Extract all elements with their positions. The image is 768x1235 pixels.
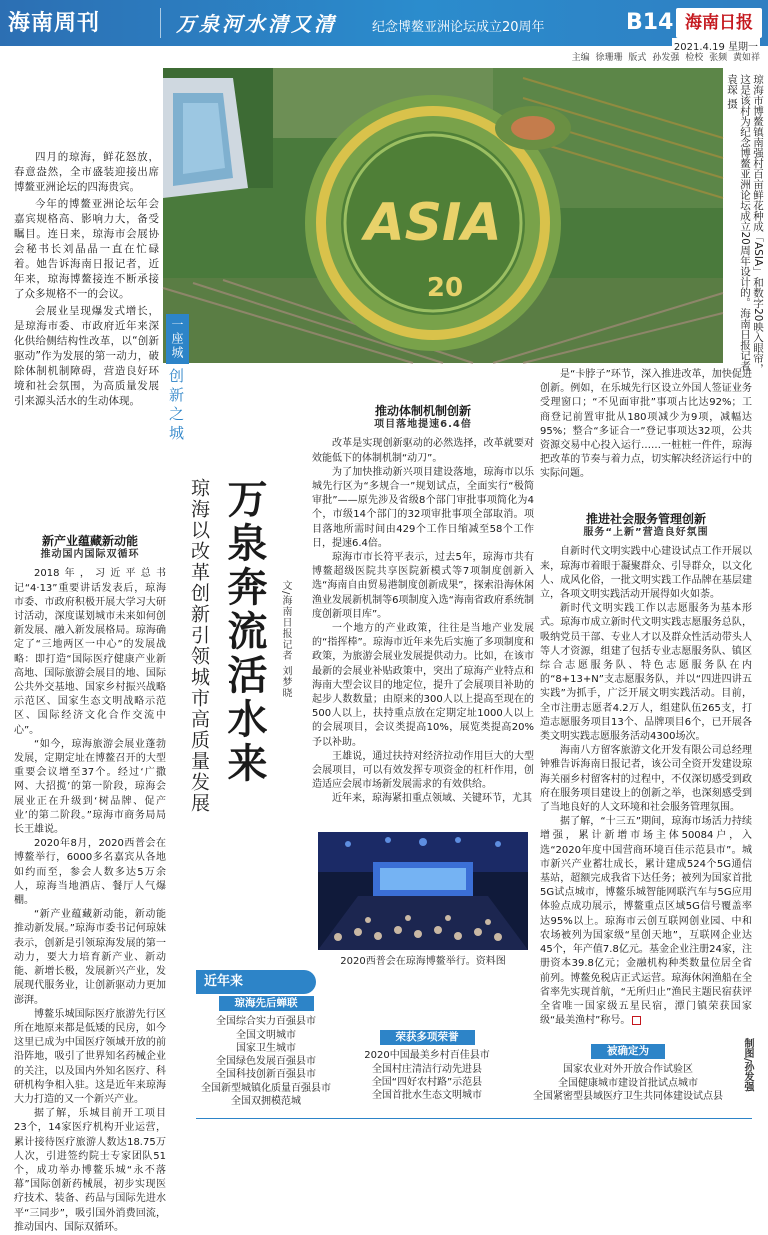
- honors-block-designations: [522, 1044, 734, 1103]
- section-subtitle: 项目落地提速6.4倍: [374, 419, 472, 431]
- section-title: 推动体制机制创新: [374, 404, 471, 418]
- staff-name: 黄如祥: [732, 53, 760, 63]
- section-subtitle: 推动国内国际双循环: [40, 549, 140, 561]
- page-header: [0, 0, 768, 66]
- honor-item: 全国综合实力百强县市: [216, 1016, 316, 1028]
- honors-block-consecutive: [196, 996, 336, 1108]
- section-reform-continued: [540, 368, 752, 482]
- intro-column: [14, 150, 159, 411]
- honor-item: 国家农业对外开放合作试验区: [563, 1064, 693, 1076]
- honor-item: 全国新型城镇化质量百强县市: [201, 1082, 331, 1094]
- section-new-industry: [14, 534, 166, 1235]
- paragraph: 据了解，乐城目前开工项目23个，14家医疗机构开业运营，累计接待医疗旅游人数达18.75万人次，引进签约院士专家团队51个，成功举办博鳌乐城“永不落幕”国际创新药械展，初步实现医疗技术、装备、药品与国际先进水平“三同步”，吸引国外消费回流，推动国内、国际双循环。: [14, 1108, 166, 1233]
- paragraph: 近年来，琼海紧扣重点领域、关键环节，尤其: [332, 793, 532, 805]
- paragraph: 海南八方留客旅游文化开发有限公司总经理钟雅告诉海南日报记者，该公司全资开发建设琼海关丽乡村留客村的过程中，不仅深切感受到政府在服务项目建设上的创新之举，也深刻感受到了当地良好的人文环境和社会服务管理氛围。: [540, 745, 752, 814]
- honor-item: 全国首批水生态文明城市: [372, 1090, 482, 1102]
- honor-item: 全国村庄清洁行动先进县: [372, 1063, 482, 1075]
- paragraph: 会展业呈现爆发式增长，是琼海市委、市政府近年来深化供给侧结构性改革，以“创新驱动”作为发展的第一动力，破除体制机制障碍，营造良好环境和社会氛围，为高质量发展引来源头活水的生动体现。: [14, 305, 159, 407]
- graphic-credit: 制图/孙发强: [742, 1038, 753, 1092]
- honors-block-awards: [360, 1030, 494, 1102]
- staff-name: 孙发强: [652, 53, 680, 63]
- paragraph: 2020年8月，2020西普会在博鳌举行，6000多名嘉宾从各地如约而至，参会人数多达5万余人，琼海当地酒店、餐厅人气爆棚。: [14, 838, 166, 907]
- paragraph: 新时代文明实践工作以志愿服务为基本形式。琼海市成立新时代文明实践志愿服务总队，吸纳党员干部、专业人才以及群众性活动带头人等人才资源，组建了包括专业志愿服务队、镇区综合志愿服务队、特色志愿服务队在内的“8+13+N”支志愿服务队，并以“四进四讲五实践”为抓手，广泛开展文明实践活动。目前，全市注册志愿者4.2万人，组建队伍265支，打造志愿服务项目13个、品牌项目6个，已开展各类文明实践志愿服务活动4300场次。: [540, 603, 752, 743]
- honor-item: 全国“四好农村路”示范县: [371, 1076, 483, 1088]
- paragraph: 为了加快推动新兴项目建设落地，琼海市以乐城先行区为“多规合一”规划试点，全面实行“极简审批”——原先涉及省级8个部门审批事项简化为4个，市级14个部门的32项审批事项全部取消。项目落地所需时间由429个工作日缩减至58个工作日，提速6.4倍。: [312, 466, 534, 549]
- paragraph: “新产业蕴藏新动能，新动能推动新发展。”琼海市委书记何琼妹表示，创新是引领琼海发展的第一动力，要大力培育新产业、新动能、新增长极，发展新兴产业，发展现代服务业，让创新驱动力更加澎湃。: [14, 909, 166, 1006]
- bottom-rule: [196, 1118, 752, 1119]
- honors-heading: 荣获多项荣誉: [380, 1030, 475, 1045]
- honor-item: 全国科技创新百强县市: [216, 1069, 316, 1081]
- anniversary-label: 纪念博鳌亚洲论坛成立20周年: [372, 20, 545, 35]
- series-tag: [166, 314, 192, 444]
- author-byline: 文/海南日报记者 刘梦晓: [280, 580, 291, 699]
- honors-heading: 被确定为: [591, 1044, 665, 1059]
- paragraph: 王雄说，通过扶持对经济拉动作用巨大的大型会展项目，可以有效发挥专项资金的杠杆作用，创造适应会展市场新发展需求的有效供给。: [312, 750, 534, 791]
- newspaper-masthead: 海南日报: [676, 8, 762, 38]
- staff-credits: [569, 50, 760, 63]
- honor-item: 国家卫生城市: [236, 1042, 296, 1054]
- honor-item: 全国双拥模范城: [231, 1096, 301, 1108]
- honor-item: 全国绿色发展百强县市: [216, 1056, 316, 1068]
- paragraph: 改革是实现创新驱动的必然选择，改革就要对效能低下的体制机制“动刀”。: [312, 438, 534, 464]
- staff-role: 检校: [685, 53, 704, 63]
- issue-date: 2021.4.19 星期一: [672, 38, 760, 53]
- recent-years-tag: 近年来: [196, 970, 316, 994]
- section-title: 新产业蕴藏新动能: [41, 534, 138, 548]
- honor-item: 全国紧密型县域医疗卫生共同体建设试点县: [533, 1090, 723, 1102]
- sign-number: 20: [426, 273, 464, 303]
- staff-role: 版式: [628, 53, 647, 63]
- header-divider: [160, 8, 161, 38]
- paragraph: 2018年，习近平总书记“4·13”重要讲话发表后，琼海市委、市政府积极开展大学习大研讨活动，深度谋划城市未来如何创新发展、融入新发展格局。琼海确定了“三地两区一中心”的发展战略：即打造“国际医疗健康产业新高地、国际旅游会展目的地、国际公共外交基地、国家乡村振兴战略示范区、国家生态文明战略示范区、国际经济文化合作交流中心”。: [14, 568, 166, 736]
- honor-item: 2020中国最美乡村百佳县市: [364, 1050, 490, 1062]
- staff-role: 主编: [571, 53, 590, 63]
- series-tag-theme: 创新之城: [167, 368, 185, 444]
- section-title: 推进社会服务管理创新: [585, 512, 706, 526]
- staff-name: 张频: [709, 53, 728, 63]
- section-social-services: [540, 512, 752, 1028]
- conference-photo-caption: 2020西普会在琼海博鳌举行。资料图: [340, 956, 506, 967]
- aerial-flower-field-photo: [163, 68, 723, 363]
- photo-caption: 琼海市博鳌镇南强村百亩鲜花种成「ASIA」和数字20映入眼帘，这是该村为纪念博鳌亚洲论坛成立20周年设计的。海南日报记者 袁琛 摄: [726, 74, 764, 374]
- series-tag-label: 一座城: [166, 314, 189, 364]
- staff-name: 徐珊珊: [595, 53, 623, 63]
- header-slogan: 万泉河水清又清: [176, 12, 337, 36]
- page-number: B14: [626, 10, 674, 35]
- paragraph: 今年的博鳌亚洲论坛年会嘉宾规格高、影响力大，备受瞩目。连日来，琼海市会展协会秘书长刘晶晶一直在忙碌着。她告诉海南日报记者，近年来，琼海博鳌接连不断承接了众多规格不一的会议。: [14, 198, 159, 300]
- sign-letters: ASIA: [364, 193, 502, 253]
- conference-photo: [318, 832, 528, 950]
- paragraph: 自新时代文明实践中心建设试点工作开展以来，琼海市着眼于凝聚群众、引导群众，以文化人、成风化俗，一批文明实践工作品牌在基层建立，各项文明实践活动开展得如火如荼。: [540, 546, 752, 601]
- end-mark-icon: [632, 1016, 641, 1025]
- honor-item: 全国文明城市: [236, 1029, 296, 1041]
- paragraph: 博鳌乐城国际医疗旅游先行区所在地原来都是低矮的民房，如今这里已成为中国医疗领域开放的前沿阵地，吸引了世界知名药械企业的关注，以及国内外知名医疗、科研机构争相入驻。这是近年来琼海大力打造的又一个新兴产业。: [14, 1008, 166, 1105]
- main-headline: 万泉奔流活水来: [221, 478, 268, 786]
- section-subtitle: 服务“上新”营造良好氛围: [583, 527, 709, 539]
- paragraph: “如今，琼海旅游会展业蓬勃发展，定期定址在博鳌召开的大型重要会议增至37个。经过‘广撒网、大招揽’的第一阶段，琼海会展业正在升级到‘树品牌、促产业’的第二阶段。”琼海市商务局局长王雄说。: [14, 738, 166, 836]
- sub-headline: 琼海以改革创新引领城市高质量发展: [188, 478, 210, 814]
- section-brand: 海南周刊: [8, 11, 101, 36]
- paragraph-text: 据了解，“十三五”期间，琼海市场活力持续增强，累计新增市场主体50084户，入选“2020年度中国营商环境百佳示范县市”。城市新兴产业蓄壮成长，累计建成524个5G通信基站，超额完成我省下达任务；被列为国家首批5G试点城市，博鳌乐城智能网联汽车与5G应用体验点成功展示，博鳌重点区域5G信号覆盖率达95%以上。琼海市云创互联网创业园、中和农场被列为国家级“星创天地”，互联网企业达45个，年产值7.8亿元。基金企业注册24家，注册资本39.8亿元；金融机构种类数量位居全省前列。博鳌免税店正式运营。琼海休闲渔船在全省率先实现首航，“无所归止”渔民主题民宿获评全省唯一国家级五星民宿，潭门镇荣获国家级“最美渔村”称号。: [540, 816, 752, 1027]
- paragraph: 一个地方的产业政策，往往是当地产业发展的“指挥棒”。琼海市近年来先后实施了多项制度和政策，为旅游会展业发展提供动力。比如，在该市最新的会展业补贴政策中，突出了琼海产业特点和海南大型会议目的地定位，提升了会展项目补助的起步人数数量；由原来的300人以上提高至现在的500人以上，扶持重点放在定期定址1000人以上的会展项目，会议类提高10%，展览类提高20%予以补助。: [312, 623, 534, 748]
- honor-item: 全国健康城市建设首批试点城市: [558, 1077, 698, 1089]
- paragraph: [540, 815, 752, 1028]
- section-institutional-reform: [312, 404, 534, 807]
- honors-heading: 琼海先后蝉联: [219, 996, 314, 1011]
- paragraph: 是“卡脖子”环节，深入推进改革，加快促进创新。例如，在乐城先行区设立外国人签证业务受理窗口；“不见面审批”事项占比达92%；工商登记前置审批从180项减少为9项，减幅达95%；整合“多证合一”登记事项达32项，公共资源交易中心投入运行……一桩桩一件件，琼海把改革的节奏与着力点，切实解决经济运行中的实际问题。: [540, 369, 752, 480]
- paragraph: 四月的琼海，鲜花怒放，春意盎然，全市盛装迎接出席博鳌亚洲论坛的四海贵宾。: [14, 151, 159, 193]
- paragraph: 琼海市市长符平表示，过去5年，琼海市共有博鳌超级医院共享医院新模式等7项制度创新入选“海南自由贸易港制度创新成果”，探索沿海休闲渔业发展新机制等6项制度入选“海南省政府系统制度创新项目库”。: [312, 552, 534, 620]
